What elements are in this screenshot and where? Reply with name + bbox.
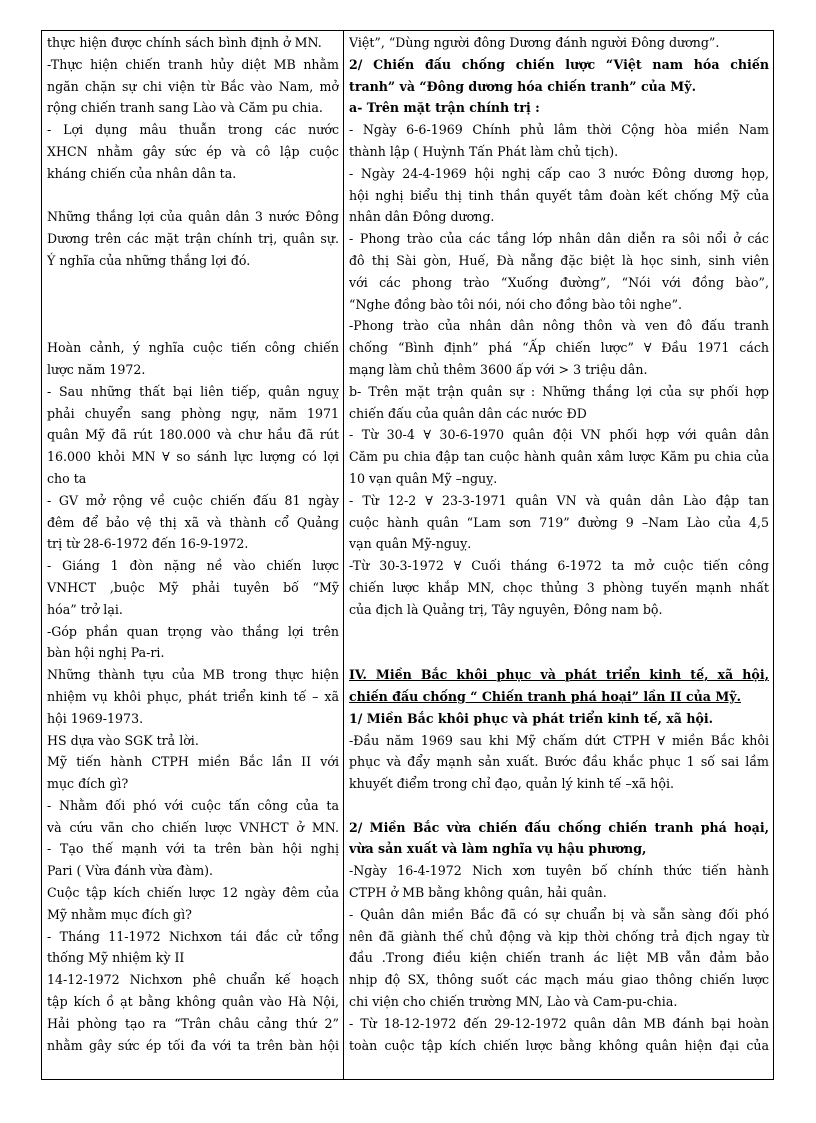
right-column-line: 1/ Miền Bắc khôi phục và phát triển kinh tế, xã hội.	[349, 710, 714, 726]
left-column-line: nhằm gây sức ép tối đa với ta trên bàn hội	[47, 1037, 339, 1053]
right-column-line: với các phong trào “Xuống đường”, “Nói với đồng bào”,	[349, 274, 769, 290]
left-column-line: hóa” trở lại.	[47, 601, 123, 617]
left-column-line: kháng chiến của nhân dân ta.	[47, 165, 237, 181]
left-column-line: 14-12-1972 Nichxơn phê chuẩn kế hoạch	[47, 972, 339, 988]
right-column-line: 2/ Chiến đấu chống chiến lược “Việt nam hóa chiến	[349, 56, 769, 72]
left-column-line: nhiệm vụ khôi phục, phát triển kinh tế – xã	[47, 688, 339, 704]
right-column-line: hội nghị biểu thị tinh thần quyết tâm đoàn kết chống Mỹ của	[349, 187, 769, 203]
left-column-line: lược năm 1972.	[47, 361, 146, 377]
left-column-line: tập kích ồ ạt bằng không quân vào Hà Nội,	[47, 994, 339, 1010]
left-column-line: - Sau những thất bại liên tiếp, quân nguỵ	[47, 383, 339, 399]
right-column-line: đầu .Trong điều kiện chiến tranh ác liệt MB vẫn đảm bảo	[349, 950, 769, 966]
left-column-line: -Thực hiện chiến tranh hủy diệt MB nhằm	[47, 56, 339, 72]
left-column-line: Mỹ nhằm mục đích gì?	[47, 906, 192, 922]
right-column-line: nhân dân Đông dương.	[349, 209, 495, 225]
right-column-line: -Ngày 16-4-1972 Nich xơn tuyên bố chính thức tiến hành	[349, 863, 769, 879]
left-column-line: - Tháng 11-1972 Nichxơn tái đắc cử tổng	[47, 928, 339, 944]
right-column-line	[349, 621, 769, 643]
right-column-line: nên đã giành thế chủ động và kịp thời chống trả địch ngay từ	[349, 928, 769, 944]
left-column-line: thống Mỹ nhiệm kỳ II	[47, 950, 185, 966]
left-column-line: trị từ 28-6-1972 đến 16-9-1972.	[47, 536, 249, 552]
left-column-line: XHCN nhằm gây sức ép và cô lập cuộc	[47, 143, 339, 159]
left-column-line: cho ta	[47, 470, 87, 486]
right-column-line: - Từ 12-2 ∀ 23-3-1971 quân VN và quân dân Lào đập tan	[349, 492, 769, 508]
right-column-line: IV. Miền Bắc khôi phục và phát triển kinh tế, xã hội,	[349, 667, 769, 683]
right-column-line: thành lập ( Huỳnh Tấn Phát làm chủ tịch).	[349, 143, 619, 159]
left-column-line: HS dựa vào SGK trả lời.	[47, 732, 199, 748]
left-column-line: Ý nghĩa của những thắng lợi đó.	[47, 252, 251, 268]
left-column-line: Hải phòng tạo ra “Trân châu cảng thứ 2”	[47, 1015, 339, 1031]
left-column-line: Dương trên các mặt trận chính trị, quân sự.	[47, 231, 339, 247]
left-column-line: Cuộc tập kích chiến lược 12 ngày đêm của	[47, 885, 339, 901]
left-column-line: - Nhằm đối phó với cuộc tấn công của ta	[47, 797, 339, 813]
left-column-line: Pari ( Vừa đánh vừa đàm).	[47, 863, 214, 879]
right-column-line	[349, 642, 769, 664]
right-column-line: 10 vạn quân Mỹ –nguỵ.	[349, 470, 498, 486]
left-column-line: - Lợi dụng mâu thuẫn trong các nước	[47, 122, 339, 138]
left-column-line: quân Mỹ đã rút 180.000 và chư hầu đã rút	[47, 427, 339, 443]
left-column-line	[47, 272, 339, 294]
left-column-line	[47, 185, 339, 207]
left-column-line: Hoàn cảnh, ý nghĩa cuộc tiến công chiến	[47, 340, 339, 356]
left-column-line: 16.000 khỏi MN ∀ so sánh lực lượng có lợi	[47, 449, 339, 465]
right-column-line: chiến đấu chống “ Chiến tranh phá hoại” lần II của Mỹ.	[349, 688, 741, 704]
right-column-line: chi viện cho chiến trường MN, Lào và Cam-pu-chia.	[349, 994, 678, 1010]
right-column-line: b- Trên mặt trận quân sự : Những thắng lợi của sự phối hợp	[349, 383, 769, 399]
right-column-line: vạn quân Mỹ-nguỵ.	[349, 536, 472, 552]
right-column-line: Căm pu chia đập tan cuộc hành quân xâm lược Kăm pu chia của	[349, 449, 769, 465]
right-column-line: chống “Bình định” phá “Ấp chiến lược” ∀ Đầu 1971 cách	[349, 340, 769, 356]
right-column-line: - Từ 18-12-1972 đến 29-12-1972 quân dân MB đánh bại hoàn	[349, 1015, 769, 1031]
right-column-line: đô thị Sài gòn, Huế, Đà nẵng đặc biệt là học sinh, sinh viên	[349, 252, 769, 268]
right-column-line: - Ngày 6-6-1969 Chính phủ lâm thời Cộng hòa miền Nam	[349, 122, 769, 138]
right-column-line: vừa sản xuất và làm nghĩa vụ hậu phương,	[349, 841, 647, 857]
right-column-line: chiến lược khắp MN, chọc thủng 3 phòng tuyến mạnh nhất	[349, 579, 769, 595]
right-column-line: “Nghe đồng bào tôi nói, nói cho đồng bào tôi nghe”.	[349, 296, 683, 312]
left-column-line: -Góp phần quan trọng vào thắng lợi trên	[47, 623, 339, 639]
right-column-line: mạng làm chủ thêm 3600 ấp với > 3 triệu dân.	[349, 361, 648, 377]
right-column-line: của địch là Quảng trị, Tây nguyên, Đông nam bộ.	[349, 601, 663, 617]
left-column-line: - Tạo thế mạnh với ta trên bàn hội nghị	[47, 841, 339, 857]
right-column-line: chiến đấu của quân dân các nước ĐD	[349, 405, 587, 421]
right-column-line: -Phong trào của nhân dân nông thôn và ven đô đấu tranh	[349, 318, 769, 334]
left-column-line: rộng chiến tranh sang Lào và Căm pu chia.	[47, 100, 323, 116]
left-column-line: phải chuyển sang phòng ngự, năm 1971	[47, 405, 339, 421]
left-column-line: thực hiện được chính sách bình định ở MN.	[47, 35, 322, 50]
right-column-line: 2/ Miền Bắc vừa chiến đấu chống chiến tranh phá hoại,	[349, 819, 769, 835]
left-column-line	[47, 294, 339, 316]
left-column-line	[47, 315, 339, 337]
left-column-line: và cứu vãn cho chiến lược VNHCT ở MN.	[47, 819, 339, 835]
left-column-line: Những thắng lợi của quân dân 3 nước Đông	[47, 209, 339, 225]
right-column-line: nhịp độ SX, thông suốt các mạch máu giao thông chiến lược	[349, 972, 769, 988]
right-column-line: a- Trên mặt trận chính trị :	[349, 100, 540, 116]
left-column-line: - Giáng 1 đòn nặng nề vào chiến lược	[47, 558, 339, 574]
left-column-line: đêm để bảo vệ thị xã và thành cổ Quảng	[47, 514, 339, 530]
right-column-line: tranh” và “Đông dương hóa chiến tranh” của Mỹ.	[349, 78, 696, 94]
right-column-line: CTPH ở MB bằng không quân, hải quân.	[349, 885, 607, 901]
left-column-line: Mỹ tiến hành CTPH miền Bắc lần II với	[47, 754, 339, 770]
left-column-line: Những thành tựu của MB trong thực hiện	[47, 667, 339, 683]
activities-column	[42, 31, 344, 1079]
left-column-line: bàn hội nghị Pa-ri.	[47, 645, 165, 661]
right-column-line: - Từ 30-4 ∀ 30-6-1970 quân đội VN phối hợp với quân dân	[349, 427, 769, 443]
right-column-line: phục và đẩy mạnh sản xuất. Bước đầu khắc phục 1 số sai lầm	[349, 754, 769, 770]
right-column-line: cuộc hành quân “Lam sơn 719” đường 9 –Nam Lào của 4,5	[349, 514, 769, 530]
left-column-line: mục đích gì?	[47, 776, 129, 792]
right-column-line: - Ngày 24-4-1969 hội nghị cấp cao 3 nước Đông dương họp,	[349, 165, 769, 181]
left-column-line: hội 1969-1973.	[47, 710, 144, 726]
content-column	[344, 31, 773, 1079]
right-column-line: khuyết điểm trong chỉ đạo, quản lý kinh tế –xã hội.	[349, 776, 675, 792]
right-column-line: toàn cuộc tập kích chiến lược bằng không quân hiện đại của	[349, 1037, 769, 1053]
right-column-line: - Phong trào của các tầng lớp nhân dân diễn ra sôi nổi ở các	[349, 231, 769, 247]
right-column-line	[349, 795, 769, 817]
left-column-line: VNHCT ,buộc Mỹ phải tuyên bố “Mỹ	[47, 579, 339, 595]
right-column-line: -Từ 30-3-1972 ∀ Cuối tháng 6-1972 ta mở cuộc tiến công	[349, 558, 769, 574]
right-column-line: -Đầu năm 1969 sau khi Mỹ chấm dứt CTPH ∀ miền Bắc khôi	[349, 732, 769, 748]
lesson-table	[41, 30, 774, 1080]
right-column-line: - Quân dân miền Bắc đã có sự chuẩn bị và sẵn sàng đối phó	[349, 906, 769, 922]
right-column-line: Việt”, “Dùng người đông Dương đánh người Đông dương”.	[349, 35, 720, 50]
left-column-line: ngăn chặn sự chi viện từ Bắc vào Nam, mở	[47, 78, 339, 94]
left-column-line: - GV mở rộng về cuộc chiến đấu 81 ngày	[47, 492, 339, 508]
